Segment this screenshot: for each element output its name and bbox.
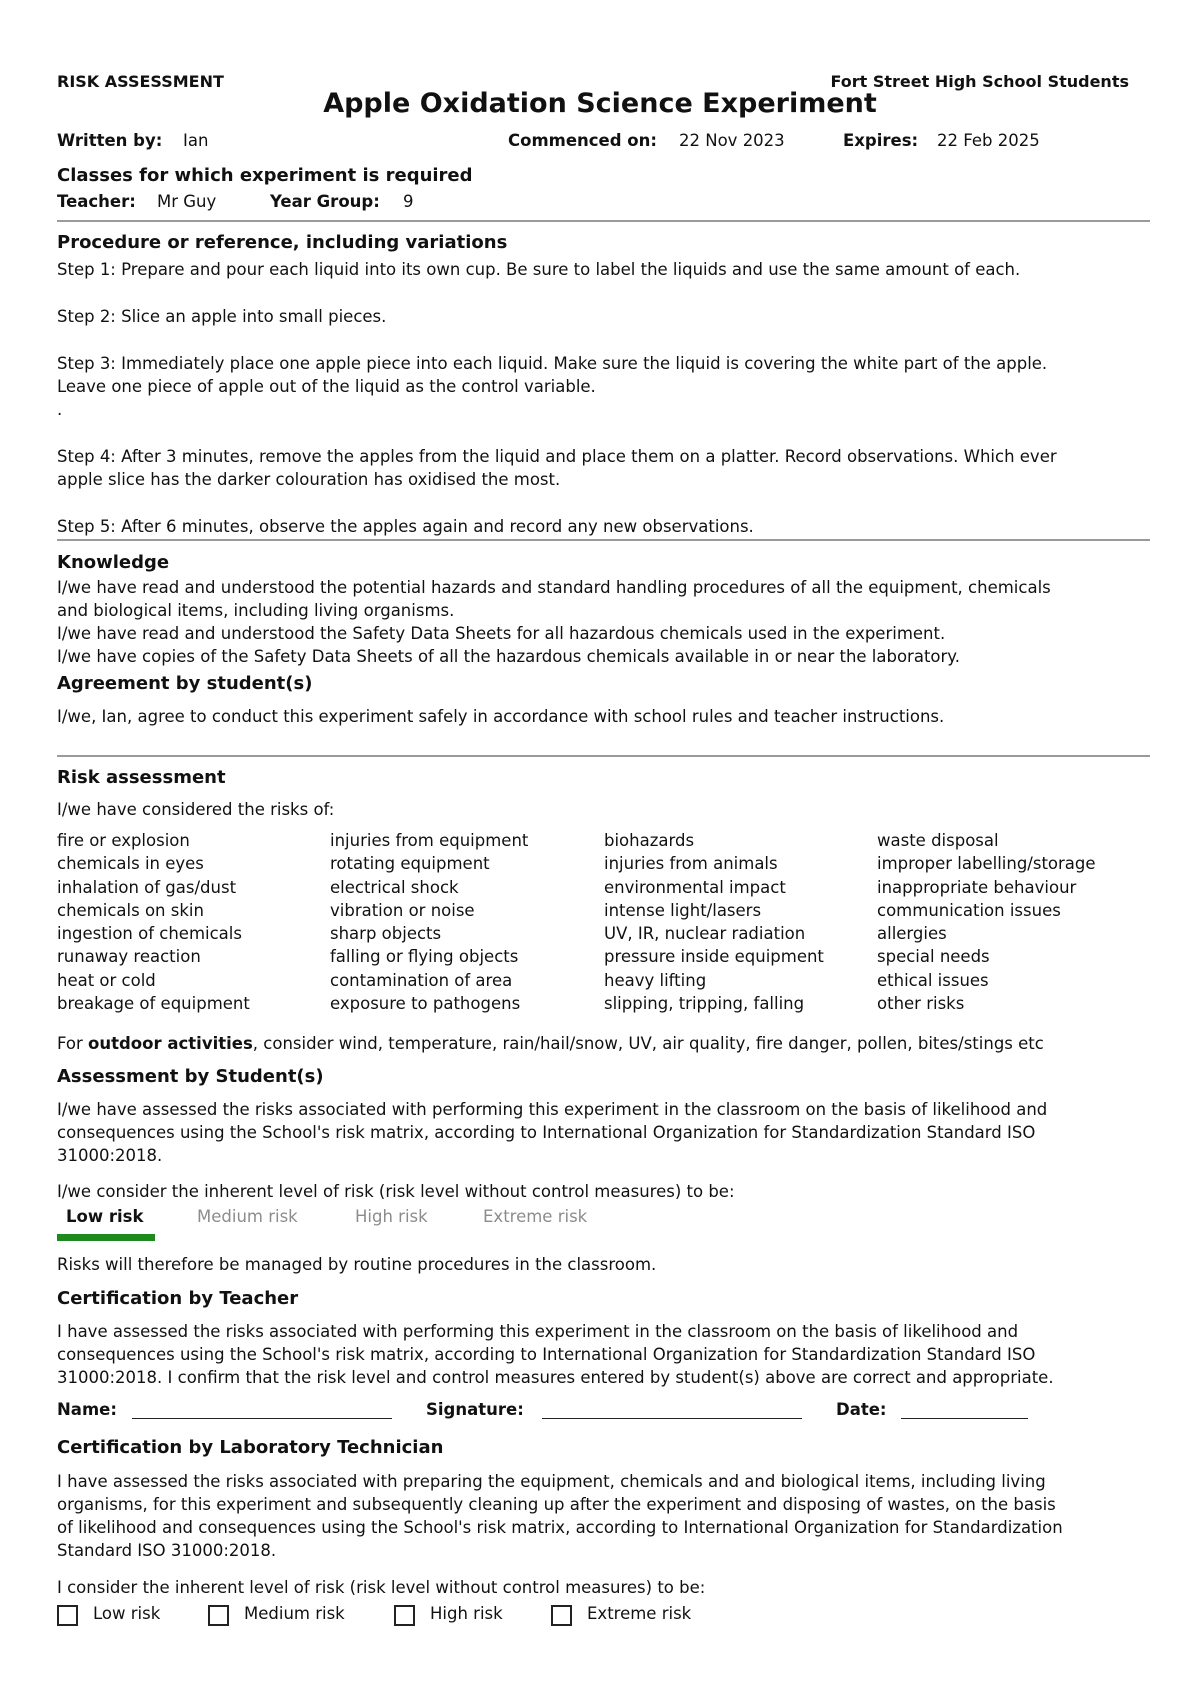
- risk-intro: I/we have considered the risks of:: [57, 800, 335, 819]
- student-assessment-line: consequences using the School's risk matrix, according to International Organization for Standardization Standard ISO: [57, 1123, 1036, 1142]
- divider: [57, 220, 1150, 222]
- commenced-label: Commenced on:: [508, 131, 657, 150]
- risk-item: inhalation of gas/dust: [57, 877, 237, 897]
- risk-item: heat or cold: [57, 970, 156, 990]
- risk-level-medium[interactable]: Medium risk: [197, 1207, 298, 1226]
- student-assessment-line: I/we have assessed the risks associated with performing this experiment in the classroom on the basis of likelihood and: [57, 1100, 1048, 1119]
- risk-item: ethical issues: [877, 970, 989, 990]
- classes-heading: Classes for which experiment is required: [57, 165, 473, 186]
- teacher-label: Teacher:: [57, 192, 136, 211]
- tech-cert-heading: Certification by Laboratory Technician: [57, 1437, 444, 1458]
- risk-item: special needs: [877, 947, 990, 967]
- school-name: Fort Street High School Students: [830, 72, 1129, 91]
- procedure-step-4-line-1: Step 4: After 3 minutes, remove the apples from the liquid and place them on a platter. Record observations. Which ever: [57, 447, 1057, 466]
- risk-item: intense light/lasers: [604, 900, 762, 920]
- risk-item: allergies: [877, 924, 947, 944]
- risk-item: waste disposal: [877, 831, 999, 850]
- risk-item: electrical shock: [330, 877, 459, 897]
- risk-item: injuries from equipment: [330, 831, 529, 850]
- teacher-cert-heading: Certification by Teacher: [57, 1288, 299, 1309]
- teacher-cert-line: I have assessed the risks associated with performing this experiment in the classroom on the basis of likelihood and: [57, 1322, 1019, 1341]
- date-label: Date:: [836, 1400, 887, 1419]
- year-group-label: Year Group:: [270, 192, 380, 211]
- procedure-step-3-line-1: Step 3: Immediately place one apple piece into each liquid. Make sure the liquid is covering the white part of the apple.: [57, 354, 1048, 373]
- risk-item: environmental impact: [604, 877, 786, 897]
- low-risk-option-label: Low risk: [93, 1604, 161, 1623]
- commenced-value: 22 Nov 2023: [679, 131, 785, 150]
- page-title: Apple Oxidation Science Experiment: [323, 88, 877, 119]
- teacher-value: Mr Guy: [157, 192, 217, 211]
- expires-label: Expires:: [843, 131, 919, 150]
- student-risk-level-prompt: I/we consider the inherent level of risk (risk level without control measures) to be:: [57, 1182, 735, 1201]
- risk-column: [877, 829, 1096, 1015]
- signature-label: Signature:: [426, 1400, 524, 1419]
- high-risk-option-label: High risk: [430, 1604, 503, 1623]
- risk-column: [57, 829, 250, 1015]
- risk-item: improper labelling/storage: [877, 854, 1096, 874]
- risk-item: rotating equipment: [330, 854, 490, 874]
- risk-item: contamination of area: [330, 970, 513, 990]
- tech-cert-line: of likelihood and consequences using the School's risk matrix, according to International Organization for Standardization: [57, 1518, 1063, 1537]
- tech-cert-line: I have assessed the risks associated with preparing the equipment, chemicals and and biological items, including living: [57, 1472, 1046, 1491]
- procedure-heading: Procedure or reference, including variations: [57, 232, 508, 253]
- teacher-cert-line: consequences using the School's risk matrix, according to International Organization for Standardization Standard ISO: [57, 1345, 1036, 1364]
- risk-item: pressure inside equipment: [604, 947, 824, 967]
- procedure-step-2: Step 2: Slice an apple into small pieces.: [57, 307, 387, 326]
- risk-item: ingestion of chemicals: [57, 924, 242, 944]
- divider: [57, 539, 1150, 541]
- medium-risk-checkbox[interactable]: [208, 1605, 229, 1626]
- risk-item: communication issues: [877, 900, 1061, 920]
- procedure-step-5: Step 5: After 6 minutes, observe the apples again and record any new observations.: [57, 517, 754, 536]
- outdoor-activities-bold: outdoor activities: [88, 1034, 253, 1053]
- name-label: Name:: [57, 1400, 117, 1419]
- low-risk-checkbox[interactable]: [57, 1605, 78, 1626]
- risk-column: [330, 829, 528, 1015]
- expires-value: 22 Feb 2025: [937, 131, 1040, 150]
- student-assessment-line: 31000:2018.: [57, 1146, 163, 1165]
- risk-level-low[interactable]: Low risk: [66, 1207, 144, 1226]
- risk-item: other risks: [877, 994, 965, 1014]
- date-field[interactable]: [901, 1418, 1028, 1419]
- risk-management-note: Risks will therefore be managed by routine procedures in the classroom.: [57, 1255, 657, 1274]
- risk-assessment-heading: Risk assessment: [57, 767, 226, 788]
- risk-item: runaway reaction: [57, 947, 201, 967]
- written-by-label: Written by:: [57, 131, 163, 150]
- procedure-dot: .: [57, 400, 63, 419]
- teacher-cert-line: 31000:2018. I confirm that the risk level and control measures entered by student(s) above are correct and appropriate.: [57, 1368, 1054, 1387]
- outdoor-rest: , consider wind, temperature, rain/hail/snow, UV, air quality, fire danger, pollen, bites/stings etc: [252, 1034, 1044, 1053]
- tech-cert-line: organisms, for this experiment and subsequently cleaning up after the experiment and disposing of wastes, on the basis: [57, 1495, 1056, 1514]
- knowledge-line: I/we have copies of the Safety Data Sheets of all the hazardous chemicals available in or near the laboratory.: [57, 647, 960, 666]
- risk-level-extreme[interactable]: Extreme risk: [483, 1207, 588, 1226]
- risk-item: fire or explosion: [57, 831, 190, 850]
- procedure-step-4-line-2: apple slice has the darker colouration has oxidised the most.: [57, 470, 561, 489]
- risk-column: [604, 829, 824, 1015]
- risk-item: slipping, tripping, falling: [604, 994, 805, 1014]
- risk-item: sharp objects: [330, 924, 442, 944]
- tech-cert-line: Standard ISO 31000:2018.: [57, 1541, 277, 1560]
- knowledge-line: I/we have read and understood the potential hazards and standard handling procedures of all the equipment, chemicals: [57, 578, 1051, 597]
- year-group-value: 9: [403, 192, 414, 211]
- procedure-step-1: Step 1: Prepare and pour each liquid into its own cup. Be sure to label the liquids and use the same amount of each.: [57, 260, 1021, 279]
- name-field[interactable]: [132, 1418, 392, 1419]
- student-assessment-heading: Assessment by Student(s): [57, 1066, 324, 1087]
- procedure-step-3-line-2: Leave one piece of apple out of the liquid as the control variable.: [57, 377, 596, 396]
- risk-item: falling or flying objects: [330, 947, 519, 967]
- risk-item: chemicals on skin: [57, 900, 204, 920]
- agreement-text: I/we, Ian, agree to conduct this experiment safely in accordance with school rules and teacher instructions.: [57, 707, 945, 726]
- high-risk-checkbox[interactable]: [394, 1605, 415, 1626]
- signature-field[interactable]: [542, 1418, 802, 1419]
- divider: [57, 755, 1150, 757]
- agreement-heading: Agreement by student(s): [57, 673, 313, 694]
- extreme-risk-option-label: Extreme risk: [587, 1604, 692, 1623]
- risk-item: heavy lifting: [604, 970, 707, 990]
- written-by-value: Ian: [183, 131, 209, 150]
- risk-item: UV, IR, nuclear radiation: [604, 924, 806, 944]
- doc-type-label: RISK ASSESSMENT: [57, 72, 224, 91]
- knowledge-line: I/we have read and understood the Safety Data Sheets for all hazardous chemicals used in the experiment.: [57, 624, 946, 643]
- extreme-risk-checkbox[interactable]: [551, 1605, 572, 1626]
- risk-item: exposure to pathogens: [330, 994, 521, 1014]
- risk-item: breakage of equipment: [57, 994, 250, 1014]
- risk-item: vibration or noise: [330, 900, 475, 920]
- knowledge-line: and biological items, including living organisms.: [57, 601, 455, 620]
- risk-item: biohazards: [604, 831, 695, 850]
- outdoor-activities-note: [57, 1032, 1157, 1055]
- selected-risk-indicator: [57, 1234, 155, 1241]
- risk-level-high[interactable]: High risk: [355, 1207, 428, 1226]
- risk-item: injuries from animals: [604, 854, 778, 874]
- knowledge-heading: Knowledge: [57, 552, 170, 573]
- tech-risk-level-prompt: I consider the inherent level of risk (risk level without control measures) to be:: [57, 1578, 706, 1597]
- risk-item: chemicals in eyes: [57, 854, 204, 874]
- risk-item: inappropriate behaviour: [877, 877, 1077, 897]
- medium-risk-option-label: Medium risk: [244, 1604, 345, 1623]
- outdoor-prefix: For: [57, 1034, 89, 1053]
